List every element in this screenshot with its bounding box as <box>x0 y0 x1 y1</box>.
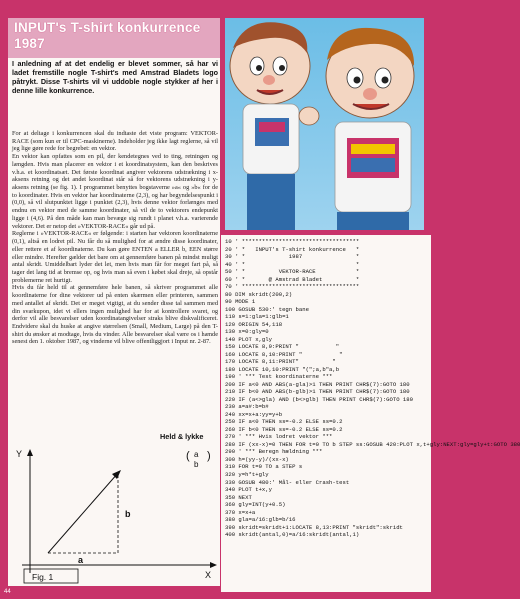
page-number: 44 <box>4 589 11 595</box>
listing-line: 10 ' *********************************** <box>225 238 360 245</box>
basic-listing <box>225 238 520 539</box>
listing-line: 390 skridt=skridt+1:LOCATE 8,13:PRINT "skridt":skridt <box>225 523 403 531</box>
listing-line: 110 s=1:gla=1:glb=1 <box>225 313 289 321</box>
listing-line: 310 FOR t=0 TO a STEP s <box>225 463 303 471</box>
paragraph-1: For at deltage i konkurrencen skal du indtaste det viste program: VEKTOR-RACE (som kun er til CPC-maskinerne). Indeholder jeg ikke lagt reglerne, så vil jeg lige gøre rede for begrebet: en vektor. <box>12 130 218 153</box>
listing-line: 100 GOSUB 530:' tegn bane <box>225 305 309 313</box>
listing-line: 280 IF (xx-x)=0 THEN FOR t=0 TO b STEP ss:GOSUB 420:PLOT x,t+gly:NEXT:gly=gly+t:GOTO 380 <box>225 440 520 448</box>
paragraph-3: Reglerne i »VEKTOR-RACE« er følgende: i starten har vektoren koordinaterne (0,1), altså en lodret pil. Nu får du så mulighed for at ændre disse koordinater, eller rettere et af koordinaterne. Du kan gøre ENTEN a ELLER b, EEN større eller mindre. Herefter gælder det bare om at gennemføre banen på mindst muligt antal skridt. Umiddelbart lyder det let, men hvis man får for meget fart på, så tager det lang tid at bremse op, og hvis man så even i købet skal dreje, så opstår problemerne ret hurtigt. <box>12 230 218 284</box>
figure-1 <box>8 443 220 586</box>
listing-line: 20 ' * INPUT's T-shirt konkurrence * <box>225 245 360 253</box>
article-title: INPUT's T-shirt konkurrence 1987 <box>14 20 201 51</box>
signature: Held & lykke <box>160 432 204 441</box>
listing-line: 150 LOCATE 8,9:PRINT " " <box>225 343 340 351</box>
article-lead: I anledning af at det endelig er blevet sommer, så har vi ladet fremstille nogle T-shirt's med Amstrad Bladets logo påtrykt. Disse T-shirts vil vi uddoble nogle stykker af her i denne lille konkurrence. <box>12 59 218 95</box>
x-axis-arrow <box>210 562 217 568</box>
listing-line: 130 x=0:gly=0 <box>225 328 269 336</box>
listing-line: 190 ' *** Test koordinaterne *** <box>225 373 333 381</box>
listing-line: 120 ORIGIN 54,118 <box>225 320 283 328</box>
vector-line <box>48 473 118 553</box>
listing-line: 230 a=a#:b=b# <box>225 403 269 411</box>
y-axis-label: Y <box>16 449 23 459</box>
listing-line: 200 IF a<0 AND ABS(a-gla)>1 THEN PRINT CHR$(7):GOTO 180 <box>225 380 410 388</box>
listing-line: 180 LOCATE 10,10:PRINT "(";a,b"a,b <box>225 365 340 373</box>
notation-a: a <box>194 450 199 459</box>
listing-line: 50 ' * VEKTOR-RACE * <box>225 268 360 276</box>
listing-line: 80 DIM skridt(200,2) <box>225 290 293 298</box>
listing-line: 90 MODE 1 <box>225 298 256 306</box>
article-body <box>12 130 218 346</box>
listing-line: 270 ' *** Hvis lodret vektor *** <box>225 433 333 441</box>
mascots-photo <box>225 18 424 230</box>
mascots-illustration <box>225 18 424 230</box>
listing-line: 330 GOSUB 480:' Mål- eller Crash-test <box>225 478 350 486</box>
listing-line: 220 IF (a<>gla) AND (b<>glb) THEN PRINT CHR$(7):GOTO 180 <box>225 395 413 403</box>
paren-right: ) <box>207 450 211 462</box>
listing-line: 240 xx=x+a:yy=y+b <box>225 410 283 418</box>
listing-line: 260 IF b<0 THEN ss=-0.2 ELSE ss=0.2 <box>225 425 343 433</box>
listing-line: 170 LOCATE 8,11:PRINT" " <box>225 358 336 366</box>
listing-line: 140 PLOT x,gly <box>225 335 272 343</box>
listing-line: 340 PLOT t+x,y <box>225 486 272 494</box>
listing-line: 300 h=(yy-y)/(xx-x) <box>225 455 289 463</box>
paragraph-2: En vektor kan opfattes som en pil, der kendetegnes ved to ting, retningen og længden. Hvis man placerer en vektor i et koordinatsystem, kan den beskrives v.h.a. et koordinatsæt. Det første koordinat angiver vektorens udstrækning i x-aksens retning og det andet koordinat står så for vektorens udstrækning i y-aksens retning (se fig. 1). I programmet benyttes bogstaverne »a« og »b« for de to koordinater. Hvis en vektor har koordinaterne (2,3), og har begyndelsespunkt i (0,0), så vil slutpunktet ligge i punktet (2,3), hvis denne vektor forlænges med endnu en vektor med de samme koordinater, så vil de to vektorers endepunkt ligge i (4,6). På den måde kan man bevæge sig rundt i planet v.h.a. varierende vektorer. Det er netop det »VEKTOR-RACE« går ud på. <box>12 153 218 230</box>
mascot-right <box>326 28 414 230</box>
x-axis-label: X <box>205 570 212 580</box>
label-a: a <box>78 555 84 565</box>
listing-line: 360 gly=INT(y+0.5) <box>225 501 286 509</box>
paren-left: ( <box>186 450 190 462</box>
vector-diagram <box>8 443 220 586</box>
listing-line: 350 NEXT <box>225 493 252 501</box>
notation-b: b <box>194 460 199 469</box>
listing-line: 400 skridt(antal,0)=a/16:skridt(antal,1) <box>225 531 360 539</box>
listing-line: 370 x=x+a <box>225 508 256 516</box>
y-axis-arrow <box>27 449 33 456</box>
listing-line: 160 LOCATE 8,10:PRINT " " <box>225 350 343 358</box>
listing-line: 40 ' * * <box>225 260 360 268</box>
listing-line: 70 ' *********************************** <box>225 283 360 291</box>
listing-line: 290 ' *** Beregn hældning *** <box>225 448 323 456</box>
listing-line: 320 y=h*t+gly <box>225 470 269 478</box>
listing-line: 380 gla=a/16:glb=b/16 <box>225 516 296 524</box>
listing-line: 60 ' * @ Amstrad Bladet * <box>225 275 360 283</box>
listing-line: 210 IF b<0 AND ABS(b-glb)>1 THEN PRINT CHR$(7):GOTO 180 <box>225 388 410 396</box>
label-b: b <box>125 509 131 519</box>
listing-line: 250 IF a<0 THEN ss=-0.2 ELSE ss=0.2 <box>225 418 343 426</box>
listing-line: 30 ' * 1987 * <box>225 253 360 261</box>
figure-caption: Fig. 1 <box>32 572 54 582</box>
paragraph-4: Hvis du får held til at gennemføre hele banen, så skriver programmet alle koordinaterne for dine vektorer ud på enten skærmen eller printeren, sammen med antallet af skridt. Det er meget vigtigt, at du sender disse tal sammen med din svarkupon, idet vi ellers ingen mulighed har for at kontrollere svaret, og derfor vil alle besvarelser uden koordinatangivelser straks blive diskvalificeret. Endvidere skal du huske at angive størrelsen (Small, Medium, Large) på den T-shirt du ønsker at modtage, hvis du vinder. Alle besvarelser skal være os i hænde senest den 1. oktober 1987, og vinderne vil blive offentliggjort i Input nr. 2-87. <box>12 284 218 346</box>
